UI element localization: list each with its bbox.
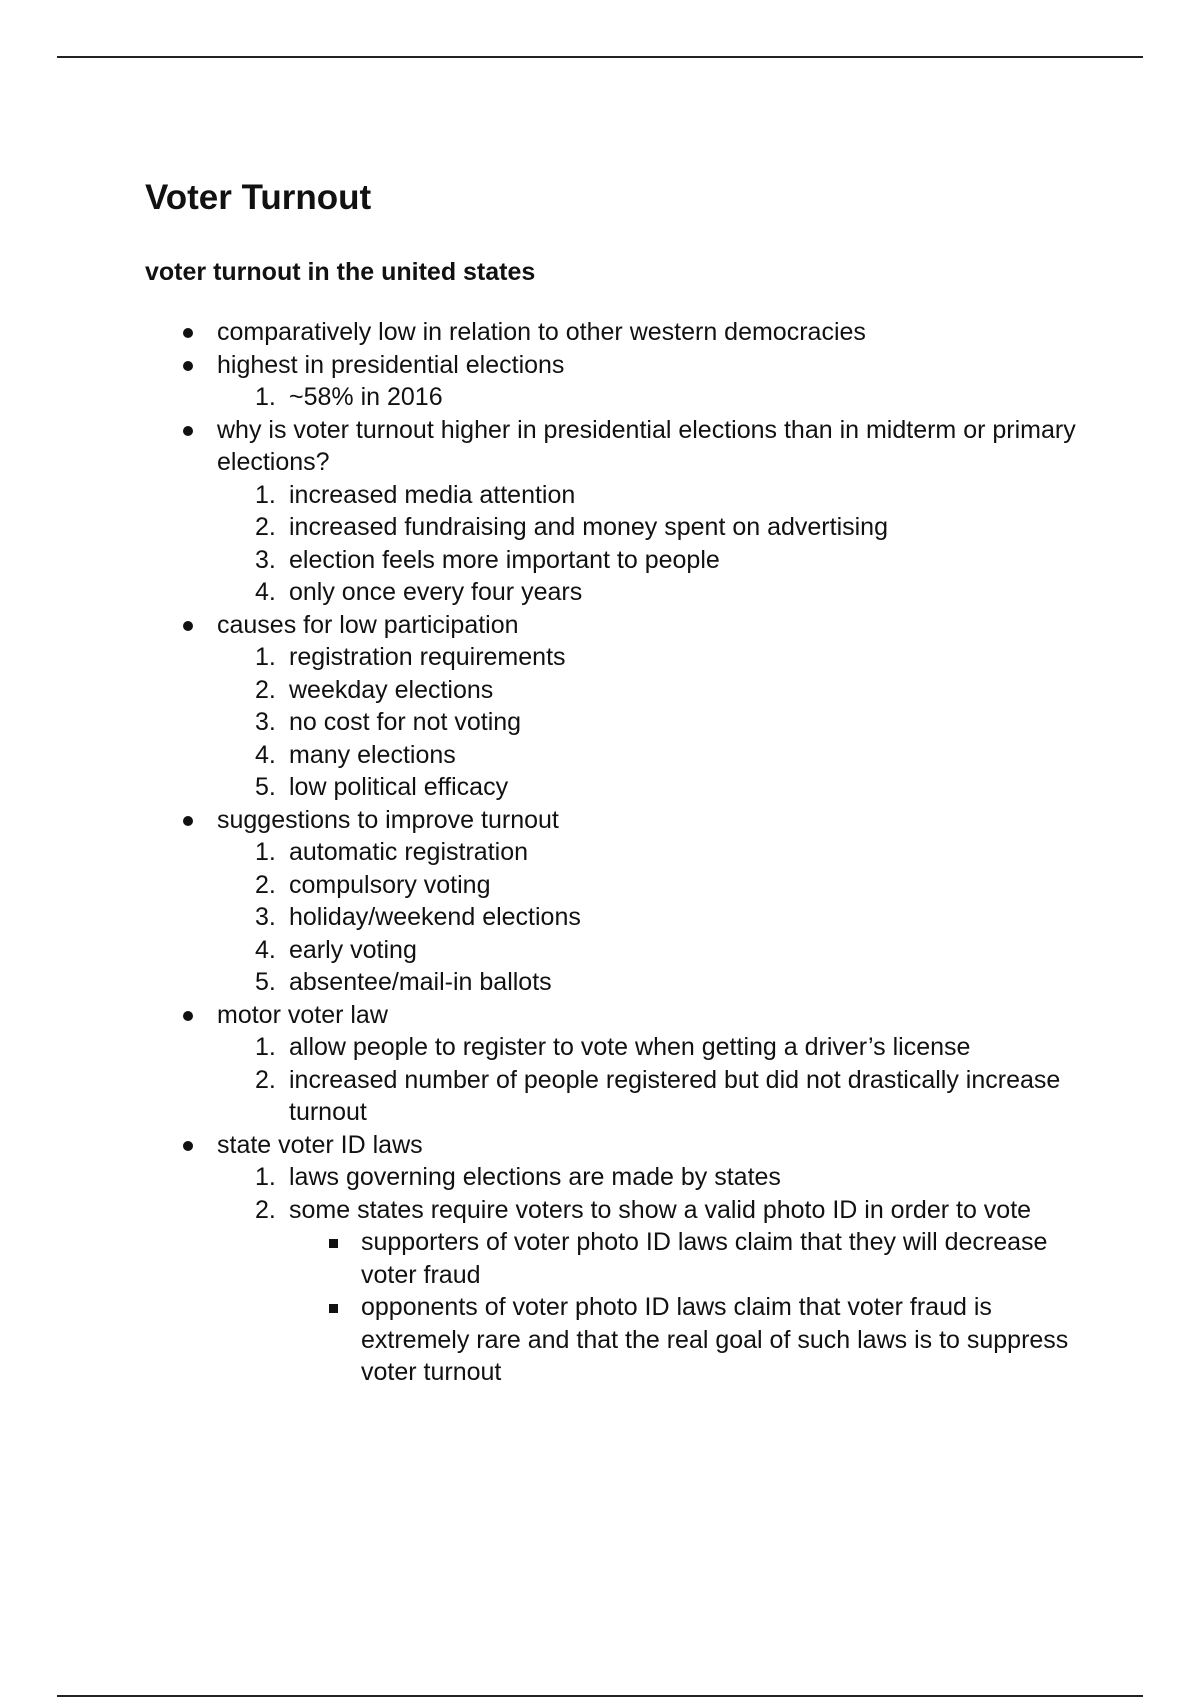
bullet-item: [145, 316, 1095, 349]
numbered-list: [217, 641, 1095, 804]
numbered-item-text: absentee/mail-in ballots: [289, 968, 552, 996]
bullet-item: [145, 609, 1095, 804]
numbered-item-text: compulsory voting: [289, 870, 491, 899]
item-number: 5.: [255, 773, 276, 801]
numbered-list: [217, 1031, 1095, 1129]
bullet-dot-icon: [183, 361, 193, 371]
numbered-item-text: automatic registration: [289, 838, 529, 866]
bullet-dot-icon: [183, 621, 193, 631]
bullet-dot-icon: [183, 816, 193, 826]
item-number: 3.: [255, 545, 276, 574]
square-bullet-icon: [329, 1239, 338, 1248]
numbered-item: [217, 706, 1095, 739]
item-number: 1.: [255, 480, 276, 509]
numbered-item-text: election feels more important to people: [289, 545, 720, 574]
item-number: 2.: [255, 1065, 276, 1094]
item-number: 1.: [255, 383, 276, 411]
numbered-item: [217, 739, 1095, 772]
numbered-item: [217, 966, 1095, 999]
item-number: 1.: [255, 1163, 276, 1191]
item-number: 2.: [255, 513, 276, 541]
item-number: 2.: [255, 675, 276, 704]
item-number: 1.: [255, 1033, 276, 1061]
bullet-dot-icon: [183, 1141, 193, 1151]
item-number: 4.: [255, 740, 276, 769]
numbered-item: [217, 771, 1095, 804]
item-number: 4.: [255, 935, 276, 964]
numbered-item: [217, 1161, 1095, 1194]
numbered-item-text: registration requirements: [289, 643, 566, 671]
numbered-item-text: allow people to register to vote when getting a driver’s license: [289, 1033, 971, 1061]
item-number: 2.: [255, 1195, 276, 1224]
numbered-item: [217, 1194, 1095, 1389]
numbered-item-text: ~58% in 2016: [289, 383, 443, 411]
square-bullet-item: [289, 1291, 1095, 1389]
numbered-item-text: low political efficacy: [289, 773, 509, 801]
bullet-text: why is voter turnout higher in presidential elections than in midterm or primary elections?: [217, 415, 1076, 476]
numbered-item-text: increased number of people registered but did not drastically increase turnout: [289, 1065, 1061, 1126]
item-number: 1.: [255, 838, 276, 866]
document-title: Voter Turnout: [145, 178, 372, 217]
numbered-list: [217, 1161, 1095, 1389]
item-number: 3.: [255, 708, 276, 736]
numbered-item-text: many elections: [289, 740, 456, 769]
bullet-text: suggestions to improve turnout: [217, 805, 559, 834]
bottom-rule: [57, 1695, 1143, 1697]
numbered-item-text: early voting: [289, 935, 417, 964]
numbered-item: [217, 479, 1095, 512]
numbered-item: [217, 544, 1095, 577]
numbered-item: [217, 934, 1095, 967]
bullet-item: [145, 349, 1095, 414]
numbered-item: [217, 1031, 1095, 1064]
numbered-item: [217, 674, 1095, 707]
numbered-list: [217, 836, 1095, 999]
numbered-item: [217, 576, 1095, 609]
numbered-item: [217, 836, 1095, 869]
bullet-item: [145, 1129, 1095, 1389]
bullet-text: motor voter law: [217, 1000, 388, 1029]
item-number: 5.: [255, 968, 276, 996]
numbered-item: [217, 511, 1095, 544]
bullet-item: [145, 414, 1095, 609]
numbered-list: [217, 381, 1095, 414]
numbered-item: [217, 381, 1095, 414]
bullet-dot-icon: [183, 1011, 193, 1021]
bullet-list: [145, 316, 1095, 1389]
bullet-text: state voter ID laws: [217, 1130, 423, 1159]
square-bullet-icon: [329, 1304, 338, 1313]
section-heading: voter turnout in the united states: [145, 258, 536, 286]
square-bullet-item: [289, 1226, 1095, 1291]
square-bullet-list: [289, 1226, 1095, 1389]
numbered-item-text: increased fundraising and money spent on advertising: [289, 513, 888, 541]
numbered-item-text: laws governing elections are made by states: [289, 1163, 781, 1191]
square-bullet-text: opponents of voter photo ID laws claim that voter fraud is extremely rare and that the real goal of such laws is to suppress voter turnout: [361, 1293, 1069, 1386]
bullet-text: comparatively low in relation to other western democracies: [217, 318, 866, 346]
bullet-item: [145, 999, 1095, 1129]
square-bullet-text: supporters of voter photo ID laws claim that they will decrease voter fraud: [361, 1228, 1048, 1289]
top-rule: [57, 56, 1143, 58]
numbered-item: [217, 1064, 1095, 1129]
bullet-item: [145, 804, 1095, 999]
item-number: 1.: [255, 643, 276, 671]
numbered-item-text: only once every four years: [289, 578, 583, 606]
numbered-item-text: weekday elections: [289, 675, 494, 704]
bullet-dot-icon: [183, 426, 193, 436]
numbered-list: [217, 479, 1095, 609]
numbered-item-text: holiday/weekend elections: [289, 903, 581, 931]
bullet-dot-icon: [183, 328, 193, 338]
numbered-item-text: some states require voters to show a valid photo ID in order to vote: [289, 1195, 1032, 1224]
item-number: 4.: [255, 578, 276, 606]
bullet-text: causes for low participation: [217, 610, 519, 639]
numbered-item: [217, 901, 1095, 934]
numbered-item-text: increased media attention: [289, 480, 576, 509]
numbered-item: [217, 641, 1095, 674]
item-number: 3.: [255, 903, 276, 931]
bullet-text: highest in presidential elections: [217, 350, 565, 379]
numbered-item-text: no cost for not voting: [289, 708, 522, 736]
numbered-item: [217, 869, 1095, 902]
document-body: [145, 176, 1095, 1389]
item-number: 2.: [255, 870, 276, 899]
